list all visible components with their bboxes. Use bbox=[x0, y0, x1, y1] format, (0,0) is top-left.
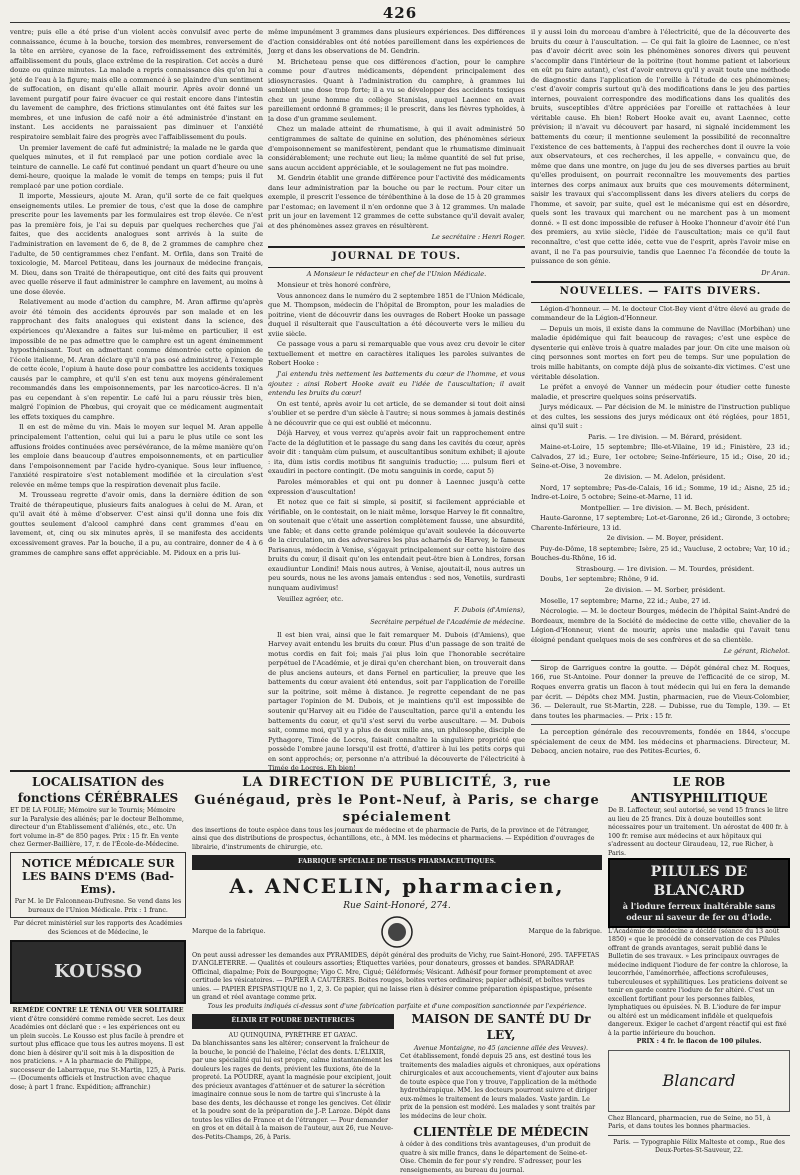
news-heading: NOUVELLES. — FAITS DIVERS. bbox=[531, 281, 790, 303]
kousso-banner bbox=[10, 940, 186, 1004]
printer-line: Paris. — Typographie Félix Malteste et comp., Rue des Deux-Portes-St-Sauveur, 22. bbox=[613, 1138, 785, 1155]
elixir-text: Da blanchissantes sans les altérer; conservent la fraîcheur de la bouche, le poncié de l'haleine, l'éclat des dents. L'ÉLIXIR, par une spécialité qui lui est propre, calme instantanément les douleurs les rages de dents, prévient les fluxions, ôte de la propreté. La POUDRE, ayant la magnésie pour excipient, jouit des précieux avantages d'atténuer et de saturer la sécrétion imaginaire connue sous le nom de tartre qui s'incruste à la base des dents, les déchausse et ronge les gencives. Cet élixir et la poudre sont de la préparation de J.-P. Laroze. Dépôt dans toutes les villes de France et de l'étranger. — Pour demander en gros et en détail à la maison de l'auteur, aux 26, rue Neuve-des-Petits-Champs, 26, à Paris. bbox=[192, 1040, 394, 1141]
journal-heading: JOURNAL DE TOUS. bbox=[268, 246, 525, 268]
ancelin-note: Tous les produits indiqués ci-dessus sont d'une fabrication parfaite et d'une composition sanctionnée par l'expérience. bbox=[207, 1002, 587, 1010]
ancelin-text: On peut aussi adresser les demandes aux PYRAMIDES, dépôt général des produits de Vichy, rue Saint-Honoré, 295. TAFFETAS D'ANGLETERRE. — Qualités et couleurs assorties; Étiquettes variées, pour donateurs, grosses et bandes. SPARADRAP. Officinal, diapalme; Poix de Bourgogne; Vigo C. Mre, Cigué; Géléformés; Vésicant. Adhésif pour former promptement et avec certitude les vésicatoires. — PAPIER A CAUTÈRES. Boites rouges, boites vertes ordinaires; papier adhésif, et boîtes vertes unies. — PAPIER ÉPISPASTIQUE no 1, 2, 3. Ce papier, qui ne laisse rien à désirer comme préparation épispastique, présente un grand et réel avantage comme prix. bbox=[192, 951, 600, 1002]
col1-para: ventre; puis elle a été prise d'un violent accès convulsif avec perte de connaissance, écume à la bouche, torsion des membres, renversement de la tête en arrière, cyanose de la face, refroidissement des extrémités, affaiblissement du pouls, glace extrême de la respiration. Cet accès a duré douze ou quinze minutes. La malade a repris connaissance dès qu'on lui a jeté de l'eau à la figure; mais elle a commencé à se plaindre d'un sentiment de suffocation, en disant qu'elle allait mourir. Après avoir donné un lavement purgatif pour faire évacuer ce qui restait encore dans l'intestin du lavement de camphre, des frictions stimulantes ont été faites sur les membres, et une infusion de café noir a été administrée d'instant en instant. Les accidents ne paraissaient pas diminuer et l'anxiété respiratoire semblait faire des progrès avec l'affaiblissement du pouls. bbox=[10, 28, 263, 142]
news-para: Maine-et-Loire, 15 septembre; Ille-et-Vilaine, 19 id.; Finistère, 23 id.; Calvados, 27 id.; Eure, 1er octobre; Seine-Inférieure, 15 id.; Oise, 20 id.; Seine-et-Oise, 3 novembre. bbox=[531, 443, 790, 471]
maison-address: Avenue Montaigne, no 45 (ancienne allée des Veuves). bbox=[413, 1044, 588, 1052]
clientele-title: CLIENTÈLE DE MÉDECIN bbox=[413, 1125, 589, 1140]
page-number: 426 bbox=[382, 4, 418, 22]
pills-subtitle: à l'iodure ferreux inaltérable sans odeur ni saveur de fer ou d'iode. bbox=[622, 901, 776, 922]
news-para: Strasbourg. — 1re division. — M. Tourdes, président. bbox=[575, 564, 755, 573]
publicite-title: LA DIRECTION DE PUBLICITÉ, 3, rue Guénégaud, près le Pont-Neuf, à Paris, se charge spécialement bbox=[194, 775, 600, 826]
col2-para: M. Gendrin établit une grande différence pour l'activité des médicaments dans leur administration par la bouche ou par le rectum. Pour citer un exemple, il prescrit l'essence de térébenthine à la dose de 15 à 20 grammes par l'estomac; en lavement il n'en ordonne que 3 à 12 grammes. Un malade prit un jour en lavement 12 grammes de cette substance qu'il devait avaler, et des phénomènes assez graves en résultèrent. bbox=[268, 174, 525, 230]
journal-para: Vous annoncez dans le numéro du 2 septembre 1851 de l'Union Médicale, que M. Thompson, médecin de l'hôpital de Brompton, pour les maladies de poitrine, vient de découvrir dans les ouvrages de Robert Hooke un passage duquel il résulterait que l'auscultation a été découverte vers le milieu du xviie siècle. bbox=[268, 291, 526, 338]
journal-para: Paroles mémorables et qui ont pu donner à Laennec jusqu'à cette expression d'auscultation! bbox=[268, 478, 525, 496]
divider bbox=[531, 660, 790, 661]
lower-ads bbox=[192, 1011, 602, 1175]
news-para: Montpellier. — 1re division. — M. Bech, président. bbox=[580, 503, 750, 512]
publicite-text: des insertions de toute espèce dans tous les journaux de médecine et de pharmacie de Paris, de la province et de l'étranger, ainsi que des distributions de prospectus, échantillons, etc., à MM. les médecins et pharmaciens. — Expédition d'ouvrages de librairie, d'instruments de chirurgie, etc. bbox=[192, 826, 595, 851]
pills-price: PRIX : 4 fr. le flacon de 100 pilules. bbox=[636, 1038, 762, 1046]
ancelin-name: A. ANCELIN, pharmacien, bbox=[229, 873, 565, 898]
blancard-signature: Blancard bbox=[662, 1070, 736, 1090]
news-para: Doubs, 1er septembre; Rhône, 9 id. bbox=[540, 575, 659, 584]
news-para: Jurys médicaux. — Par décision de M. le ministre de l'instruction publique et des cultes, les sessions des jurys médicaux ont été réglées, pour 1851, ainsi qu'il suit : bbox=[531, 403, 790, 431]
notice-box bbox=[10, 852, 186, 919]
elixir-ad bbox=[192, 1011, 394, 1175]
kousso-subtitle: REMÈDE CONTRE LE TÉNIA OU VER SOLITAIRE bbox=[12, 1007, 184, 1015]
divider bbox=[531, 724, 790, 725]
news-para: 2e division. — M. Boyer, président. bbox=[606, 534, 724, 543]
news-para: 2e division. — M. Adelon, président. bbox=[604, 473, 726, 482]
divider bbox=[608, 1135, 790, 1136]
localisation-title: LOCALISATION des fonctions CÉRÉBRALES bbox=[17, 775, 179, 806]
maison-title: MAISON DE SANTÉ DU Dr LEY, bbox=[411, 1012, 591, 1043]
kousso-label: KOUSSO bbox=[54, 961, 142, 983]
marque-left: Marque de la fabrique. bbox=[192, 927, 266, 935]
ad-column-right bbox=[608, 774, 790, 1155]
col2-para: Chez un malade atteint de rhumatisme, à qui il avait administré 50 centigrammes de saltate de quinine en solution, des phénomènes sérieux d'empoisonnement se manifestèrent, pendant que le rhumatisme diminuait considérablement; une rechute eut lieu; la même quantité de sel fut prise, sans aucun accident appréciable, et le soulagement ne fut pas moindre. bbox=[268, 125, 525, 172]
col1-para: Relativement au mode d'action du camphre, M. Aran affirme qu'après avoir été témoin des accidents éprouvés par son malade et en les rapprochant des faits analogues qui existent dans la science, des expériences qu'Alexandre a faites sur lui-même en particulier, il est impossible de ne pas admettre que le camphre est un agent éminemment hyposthénisant. Tout en admettant comme démontrée cette opinion de l'école italienne, M. Aran déclare qu'il n'a pas osé administrer, à l'exemple de cette école, l'opium à haute dose pour combattre les accidents toxiques causés par le camphre, et qu'il s'en est tenu aux moyens généralement recommandés dans les empoisonnements, par les narcotico-âcres. Il n'a pas eu cependant à s'en repentir. Le café lui a paru réussir très bien, malgré l'opinion de Phœbus, qui croyait que ce médicament augmentait les effets toxiques du camphre. bbox=[10, 298, 263, 421]
ad-column-middle bbox=[192, 774, 602, 1174]
dubois-title: Secrétaire perpétuel de l'Académie de médecine. bbox=[370, 618, 525, 626]
news-para: Légion-d'honneur. — M. le docteur Clot-Bey vient d'être élevé au grade de commandeur de la Légion-d'Honneur. bbox=[531, 304, 790, 323]
column-3 bbox=[531, 28, 790, 768]
elixir-subtitle: AU QUINQUINA, PYRÈTHRE ET GAYAC. bbox=[228, 1031, 358, 1039]
kousso-text: vient d'être considéré comme remède secret. Les deux Académies ont déclaré que : « les expériences ont eu un plein succès. Le Kousso est plus facile à prendre et surtout plus efficace que tous les autres moyens. Il est donc bien à désirer qu'il soit mis à la disposition de nos praticiens. » A la pharmacie de Philippe, successeur de Labarraque, rue St-Martin, 125, à Paris. — (Documents officiels et Instruction avec chaque dose; à part 1 franc. Expédition; affranchir.) bbox=[10, 1015, 186, 1091]
rob-title: LE ROB ANTISYPHILITIQUE bbox=[630, 775, 768, 806]
journal-para: Déjà Harvey, et vous verrez qu'après avoir fait un rapprochement entre l'acte de la déglutition et le passage du sang dans les cavités du cœur, après avoir dit : tanquàm cùm pulsum, et auscultantibus sonitum exhibet; il ajoute : ita, dùm istis cordis motibus fit sanguinis traductio; .... pulsum fieri et exaudiri in pectore contingit. (De motu sanguinis in corde, caput 5) bbox=[268, 429, 525, 476]
top-rule bbox=[10, 22, 790, 23]
pills-text: L'Académie de médecine a décidé (séance du 13 août 1850) « que le procédé de conservation de ces Pilules offrant de grands avantages, serait publié dans le Bulletin de ses travaux. » Les principaux ouvrages de médecine indiquent l'iodure de fer contre la chlorose, la leucorrhée, l'aménorrhée, affections scrofuleuses, tuberculeuses et syphilitiques. Les praticiens doivent se tenir en garde contre l'iodure de fer altéré. C'est un excellent fortifiant pour les personnes faibles, lymphatiques ou épuisées. N. B. L'iodure de fer impur ou altéré est un médicament infidèle et quelquefois dangereux. Exiger le cachet d'argent réactif qui est fixé à la partie inférieure du bouchon. bbox=[608, 927, 788, 1037]
ad-column-left bbox=[10, 774, 186, 1091]
col2-para: M. Bricheteau pense que ces différences d'action, pour le camphre comme pour d'autres médicaments, dépendent principalement des idiosyncrasies. Quant à l'administration du camphre, à grammes lui semblent une dose trop forte; il a vu se développer des accidents toxiques chez un jeune homme du collège Stanislas, auquel Laennec en avait pareillement ordonné 8 grammes; il le prescrit, dans les fièvres typhoïdes, à la dose d'un gramme seulement. bbox=[268, 57, 525, 123]
kousso-head: Par décret ministériel sur les rapports des Académies des Sciences et de Médecine, le bbox=[13, 920, 183, 936]
col1-para: M. Trousseau regrette d'avoir omis, dans la dernière édition de son Traité de thérapeutique, plusieurs faits analogues à celui de M. Aran, et qu'il avait été à même d'observer. C'est ainsi qu'il donna une fois dix gouttes seulement d'alcool camphré dans cent grammes d'eau en lavement, et, cinq ou six minutes après, il se manifesta des accidents excessivement graves. Par la bouche, il a pu, au contraire, donner de 4 à 6 grammes de camphre sans effet appréciable. M. Pidoux en a pris lui- bbox=[10, 491, 263, 557]
col1-para: Il en est de même du vin. Mais le moyen sur lequel M. Aran appelle principalement l'attention, celui qui lui a paru le plus utile ce sont les affusions froides continuées avec persévérance, de la même manière qu'on les emploie dans beaucoup d'autres empoisonnements, et en particulier dans l'empoisonnement par l'acide hydro-cyanique. Sous leur influence, l'anxiété respiratoire s'est notablement modifiée et la circulation s'est relevée en même temps que la respiration devenait plus facile. bbox=[10, 423, 263, 489]
journal-para: Veuillez agréer, etc. bbox=[277, 594, 344, 603]
pills-depot: Chez Blancard, pharmacien, rue de Seine, no 51, à Paris, et dans toutes les bonnes pharmacies. bbox=[608, 1114, 771, 1131]
pills-banner bbox=[608, 858, 790, 927]
secretary-signature: Le secrétaire : Henri Roger. bbox=[431, 233, 525, 242]
news-para: Paris. — 1re division. — M. Bérard, président. bbox=[588, 432, 742, 441]
journal-para: Ce passage vous a paru si remarquable que vous avez cru devoir le citer textuellement et mettre en caractères italiques les paroles suivantes de Robert Hooke : bbox=[268, 340, 525, 368]
news-para: 2e division. — M. Sorber, président. bbox=[604, 586, 726, 595]
aran-signature: Dr Aran. bbox=[761, 268, 790, 277]
news-para: Moselle, 17 septembre; Marne, 22 id.; Aube, 27 id. bbox=[540, 596, 711, 605]
column-1 bbox=[10, 28, 263, 768]
col3-para: il y aussi loin du morceau d'ambre à l'électricité, que de la découverte des bruits du cœur à l'auscultation. — Ce qui fait la gloire de Laennec, ce n'est pas d'avoir décrit avec soin les phénomènes sonores divers qui peuvent s'accomplir dans l'intérieur de la poitrine (tout homme patient et laborieux en eût pu faire autant), c'est d'avoir entrevu qu'il y avait toute une méthode de diagnostic dans l'application de l'oreille à l'étude de ces phénomènes; c'est d'avoir compris surtout qu'à des modifications dans le jeu des parties internes, pouvaient correspondre des modifications dans les qualités des bruits, susceptibles d'être appréciées par l'oreille et rattachées à leur véritable cause. Eh bien! Robert Hooke avait eu, avant Laennec, cette prévision; il n'avait vu découvert par hasard, ni signalé incidemment les battements du cœur; il mentionne seulement la possibilité de reconnaître l'existence de ces battements, à l'appui des recherches dont il ouvre la voie aux observateurs, et ces recherches, il les appelle, « convaincu que, de même que dans une montre, on juge du jeu de ses diverses parties au bruit qu'elles produisent, on pourrait reconnaître les mouvements des parties internes des corps animaux aux bruits que ces mouvements déterminent, saisir les travaux qui s'accomplissent dans les divers ateliers du corps de l'homme, et savoir, par suite, quel est le mécanisme qui est en désordre, quels sont les travaux qui marchent ou ne marchent pas à un moment donné. » Il est donc impossible de refuser à Hooke l'honneur d'avoir été l'un des premiers, au xviie siècle, l'idée de l'auscultation; mais ce qu'il faut reconnaître, c'est que cette idée, cette vue de l'esprit, après l'avoir mise en avant, il ne l'a pas poursuivie, tandis que Laennec l'a fécondée de toute la puissance de son génie. bbox=[531, 28, 790, 266]
advertisements bbox=[10, 770, 790, 1174]
journal-para: Il est bien vrai, ainsi que le fait remarquer M. Dubois (d'Amiens), que Harvey avait entendu les bruits du cœur. Plus d'un passage de son traité de motus cordis en fait foi; mais j'ai plus loin que l'honorable secrétaire perpétuel de l'Académie, et je dirai qu'en cherchant bien, on trouverait dans de plus anciens auteurs, et dans Fernel en particulier, la preuve que les battements du cœur avaient été entendus, soit par l'application de l'oreille sur la poitrine, soit même à distance. Je regrette cependant de ne pas partager l'opinion de M. Dubois, et je maintiens qu'il est impossible de soutenir qu'Harvey ait eu l'idée de l'auscultation, parce qu'il a entendu les battements du cœur, et qu'il s'est servi du verbe auscultare. — M. Dubois sait, comme moi, qu'il y a plus de deux mille ans, un philosophe, disciple de Pythagore, Timée de Locres, faisait connaître la singulière propriété que possède l'ombre jaune lorsqu'il est frotté, d'attirer à lui les petits corps qui en sont approchés; or, personne n'a attribué la découverte de l'électricité à Timée de Locres. Eh bien! bbox=[268, 630, 525, 773]
elixir-title: ÉLIXIR ET POUDRE DENTIFRICES bbox=[192, 1014, 394, 1029]
journal-para: Et notez que ce fait si simple, si positif, si facilement appréciable et vérifiable, on le contestait, on le niait même, lorsque Harvey le fit connaître, on soutenait que c'était une assertion complètement fausse, une absurdité, une fable; et dans cette grande polémique qu'avait soulevée la découverte de la circulation, un des adversaires les plus acharnés de Harvey, le fameux Parisanus, médecin à Venise, s'égayait principalement sur cette histoire des bruits du cœur, il disait qu'on les entendait peut-être bien à Londres, forsan exaudiuntur Londini! Mais nous autres, à Venise, ajoutait-il, nous autres un peu sourds, nous ne les avons jamais entendus : sed nos, Venetiis, surdrasti nunquam audivimus! bbox=[268, 498, 525, 593]
rob-text: De B. Laffecteur, seul autorisé, se vend 15 francs le litre au lieu de 25 francs. Dix à douze bouteilles sont nécessaires pour un traitement. Un aérostat de 400 fr. à 100 fr. remise aux médecins et aux hôpitaux qui s'adressent au docteur Giraudeau, 12, rue Richer, à Paris. bbox=[608, 807, 789, 857]
perception-notice: La perception générale des recouvrements, fondée en 1844, s'occupe spécialement de ceux de MM. les médecins et pharmaciens. Directeur, M. Debacq, ancien notaire, rue des Petites-Écuries, 6. bbox=[531, 728, 790, 756]
pills-title: PILULES DE BLANCARD bbox=[650, 864, 748, 900]
fabrique-marks bbox=[192, 914, 602, 950]
ancelin-address: Rue Saint-Honoré, 274. bbox=[343, 900, 451, 911]
column-2 bbox=[268, 28, 526, 773]
news-para: Haute-Garonne, 17 septembre; Lot-et-Garonne, 26 id.; Gironde, 3 octobre; Charente-Inférieure, 13 id. bbox=[531, 514, 790, 532]
marque-right: Marque de la fabrique. bbox=[528, 927, 602, 935]
journal-para: J'ai entendu très nettement les battements du cœur de l'homme, et vous ajoutez : ainsi Robert Hooke avait eu l'idée de l'auscultation; il avait entendu les bruits du cœur! bbox=[268, 370, 525, 398]
sirop-notice: Sirop de Garrigues contre la goutte. — Dépôt général chez M. Roques, 166, rue St-Antoine. Pour donner la preuve de l'efficacité de ce sirop, M. Roques enverra gratis un flacon à tout médecin qui lui en fera la demande par écrit. — Dépôts chez MM. Justin, pharmacien, rue de Vieux-Colombier, 36. — Delerault, rue St-Martin, 228. — Dubisse, rue du Temple, 139. — Et dans toutes les pharmacies. — Prix : 15 fr. bbox=[531, 663, 790, 720]
maison-text: Cet établissement, fondé depuis 25 ans, est destiné tous les traitements des maladies aiguës et chroniques, aux opérations chirurgicales et aux accouchements, vient d'ajouter aux bains de toute espèce que l'on y trouve, l'application de la méthode hydrothérapique. MM. les docteurs pourront suivre et diriger eux-mêmes le traitement de leurs malades. Vaste jardin. Le prix de la pension est modéré. Les malades y sont traités par les médecins de leur choix. bbox=[400, 1053, 601, 1120]
notice-title: NOTICE MÉDICALE SUR LES BAINS D'EMS (Bad-Ems). bbox=[21, 856, 175, 897]
journal-para: On est tenté, après avoir lu cet article, de se demander si tout doit ainsi s'oublier et se perdre d'un siècle à l'autre; si nous sommes à jamais destinés à ne découvrir que ce qui est oublié et méconnu. bbox=[268, 399, 525, 427]
journal-subheading: A Monsieur le rédacteur en chef de l'Union Médicale. bbox=[306, 269, 487, 278]
dubois-signature: F. Dubois (d'Amiens), bbox=[454, 606, 525, 615]
clientele-text: à céder à des conditions très avantageuses, d'un produit de quatre à six mille francs, dans le département de Seine-et-Oise. Chemin de fer pour s'y rendre. S'adresser, pour les renseignements, au bureau du journal. bbox=[400, 1141, 591, 1174]
gerant-signature: Le gérant, Richelot. bbox=[723, 647, 790, 656]
col1-para: Un premier lavement de café fut administré; la malade ne le garda que quelques minutes, et il fut remplacé par une potion cordiale avec la teinture de cannelle. Le café fut continué pendant un quart d'heure ou une demi-heure, quoique la malade le vomit de temps en temps; puis il fut remplacé par une potion cordiale. bbox=[10, 143, 263, 190]
news-para: — Depuis un mois, il existe dans la commune de Navillac (Morbihan) une maladie épidémique qui fait beaucoup de ravages; c'est une espèce de dysenterie qui enlève trois à quatre malades par jour. On cite une maison où cinq personnes sont mortes en fort peu de temps. Sur une population de trois mille habitants, on compte déjà plus de soixante-dix victimes. C'est une véritable désolation. bbox=[531, 324, 790, 381]
news-para: Nord, 17 septembre; Pas-de-Calais, 16 id.; Somme, 19 id.; Aisne, 25 id.; Indre-et-Loire, 5 octobre; Seine-et-Marne, 11 id. bbox=[531, 483, 790, 502]
fabrique-banner: FABRIQUE SPÉCIALE DE TISSUS PHARMACEUTIQUES. bbox=[192, 855, 602, 870]
maison-ad bbox=[400, 1011, 602, 1175]
blancard-signature-box bbox=[608, 1050, 790, 1112]
localisation-text: ET DE LA FOLIE; Mémoire sur le Tournis; Mémoire sur la Paralysie des aliénés; par le docteur Belhomme, directeur d'un Établissement d'aliénés, etc., etc. Un fort volume in-8° de 850 pages. Prix : 15 fr. En vente chez Germer-Baillière, 17, r. de l'École-de-Médecine. bbox=[10, 807, 184, 849]
notice-text: Par M. le Dr Falconneau-Dufresne. Se vend dans les bureaux de l'Union Médicale. Prix : 1 franc. bbox=[14, 898, 182, 914]
news-para: Le préfet a envoyé de Vanner un médecin pour étudier cette funeste maladie, et prescrire quelques soins préservatifs. bbox=[531, 383, 790, 401]
news-para: Nécrologie. — M. le docteur Bourges, médecin de l'hôpital Saint-André de Bordeaux, membre de la Société de médecine de cette ville, chevalier de la Légion-d'Honneur, vient de mourir, après une maladie qui l'avait tenu éloigné pendant quelques mois de ses confrères et de sa clientèle. bbox=[531, 607, 790, 644]
col2-para: même impunément 3 grammes dans plusieurs expériences. Des différences d'action considérables ont été notées pareillement dans les expériences de Jœrg et dans les observations de M. Gendrin. bbox=[268, 28, 525, 56]
col1-para: Il importe, Messieurs, ajoute M. Aran, qu'il sorte de ce fait quelques enseignements utiles. Le premier de tous, c'est que la dose de camphre prescrite pour les lavements par les formulaires est trop élevée. Ce n'est pas la première fois, je l'ai su depuis par quelques recherches que j'ai faites, que des accidents analogues sont arrivés à la suite de l'administration en lavement de 6, de 8, de 2 grammes de camphre chez l'adulte, de 50 centigrammes chez l'enfant. M. Orfila, dans son Traité de toxicologie, M. Marcel Petiteau, dans les journaux de médecine français, M. Dieu, dans son Traité de thérapeutique, ont cité des faits qui prouvent avec quelle réserve il faut administrer le camphre en lavement, au moins à une dose élevée. bbox=[10, 192, 263, 296]
news-para: Puy-de-Dôme, 18 septembre; Isère, 25 id.; Vaucluse, 2 octobre; Var, 10 id.; Bouches-du-Rhône, 16 id. bbox=[531, 544, 790, 563]
fabrique-emblem-icon bbox=[380, 915, 414, 949]
journal-salutation: Monsieur et très honoré confrère, bbox=[277, 281, 391, 290]
